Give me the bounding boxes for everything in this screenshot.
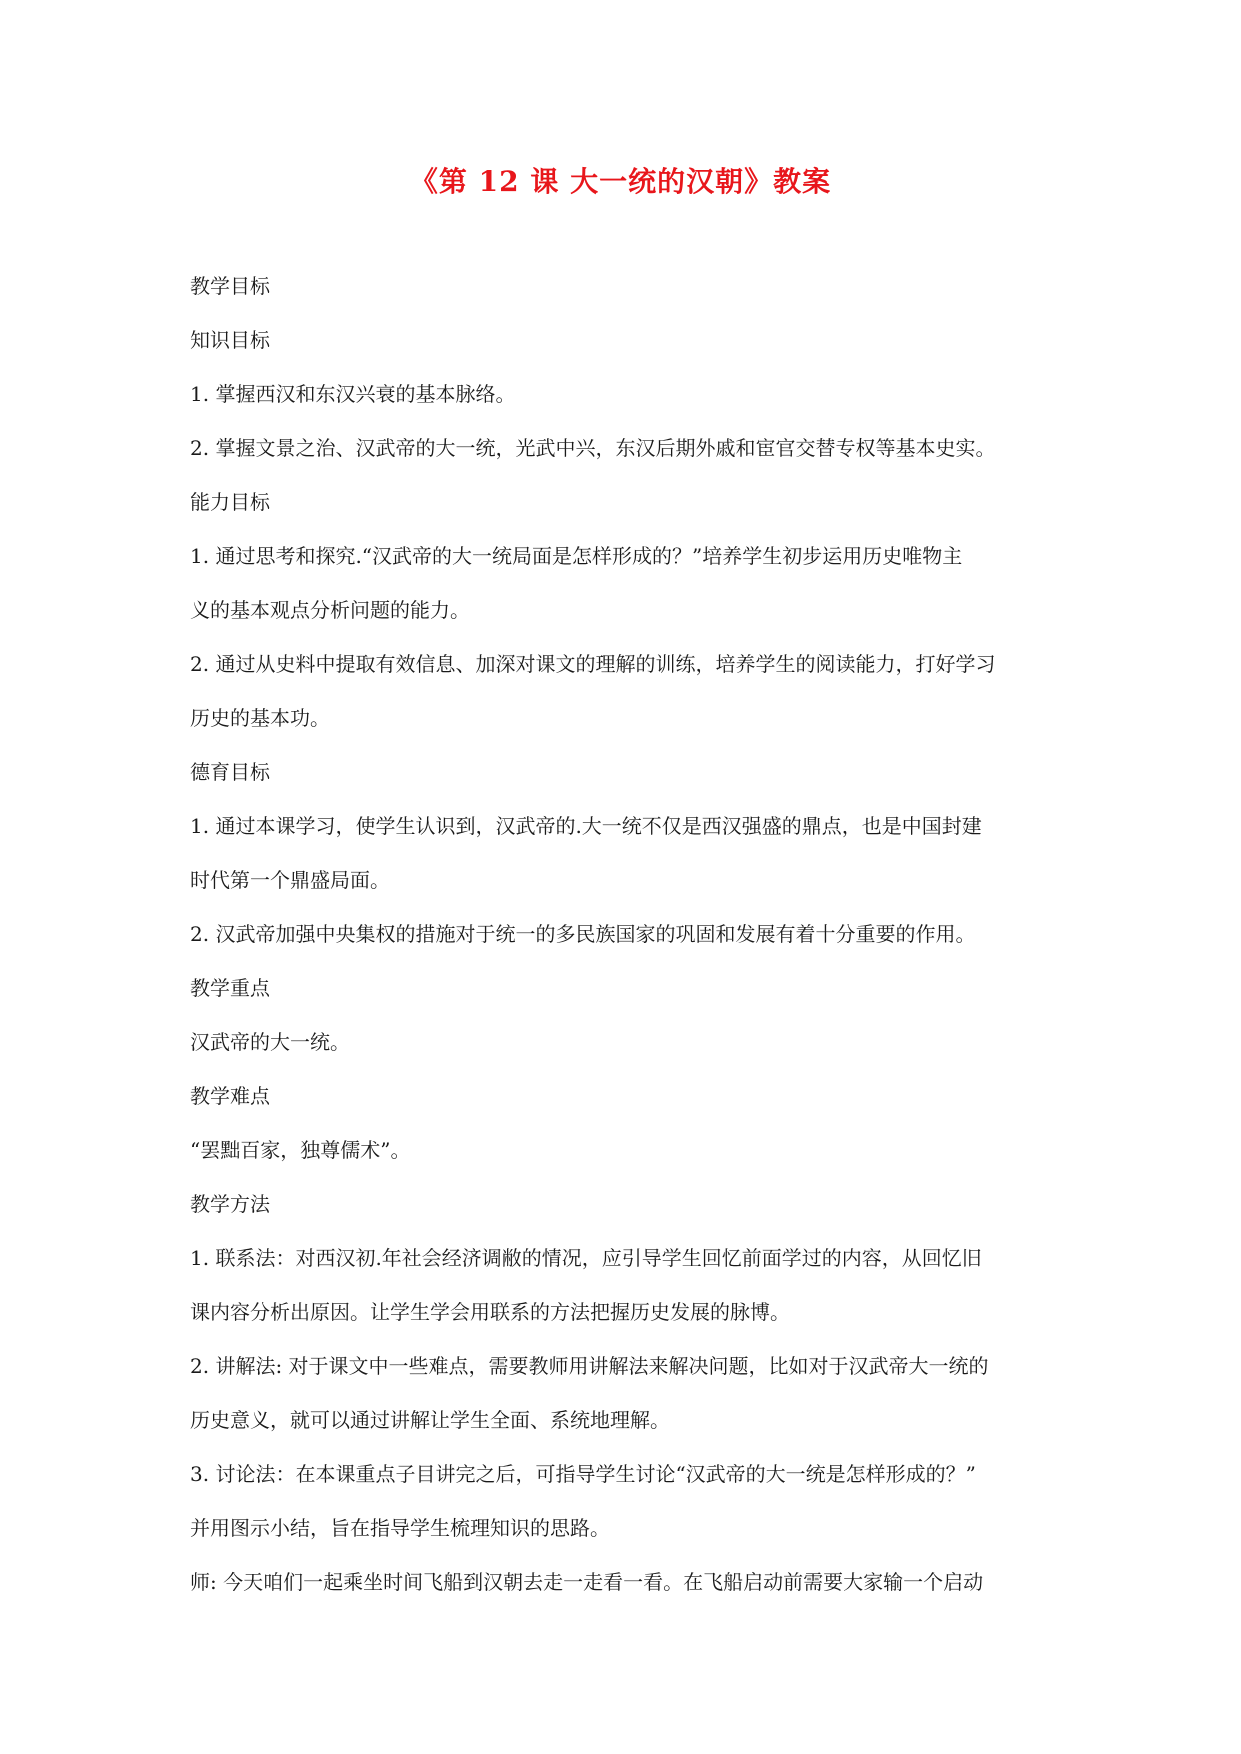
- paragraph-line: 并用图示小结，旨在指导学生梳理知识的思路。: [190, 1516, 610, 1540]
- paragraph-line: 3. 讨论法：在本课重点子目讲完之后，可指导学生讨论“汉武帝的大一统是怎样形成的？”: [190, 1462, 976, 1486]
- subsection-heading-ability-goals: 能力目标: [190, 490, 270, 514]
- paragraph-line: 师: 今天咱们一起乘坐时间飞船到汉朝去走一走看一看。在飞船启动前需要大家输一个启动: [190, 1570, 984, 1594]
- subsection-heading-knowledge-goals: 知识目标: [190, 328, 270, 352]
- section-heading-key-points: 教学重点: [190, 976, 270, 1000]
- paragraph-line: 1. 通过思考和探究.“汉武帝的大一统局面是怎样形成的？”培养学生初步运用历史唯物主: [190, 544, 963, 568]
- paragraph-line: 1. 通过本课学习，使学生认识到，汉武帝的.大一统不仅是西汉强盛的鼎点，也是中国封建: [190, 814, 982, 838]
- paragraph-line: 2. 掌握文景之治、汉武帝的大一统，光武中兴，东汉后期外戚和宦官交替专权等基本史实。: [190, 436, 996, 460]
- paragraph-line: 时代第一个鼎盛局面。: [190, 868, 390, 892]
- paragraph-line: 1. 掌握西汉和东汉兴衰的基本脉络。: [190, 382, 516, 406]
- paragraph-line: 义的基本观点分析问题的能力。: [190, 598, 470, 622]
- paragraph-line: 课内容分析出原因。让学生学会用联系的方法把握历史发展的脉博。: [190, 1300, 790, 1324]
- paragraph-line: 历史意义，就可以通过讲解让学生全面、系统地理解。: [190, 1408, 670, 1432]
- section-heading-difficult-points: 教学难点: [190, 1084, 270, 1108]
- document-title: 《第 12 课 大一统的汉朝》教案: [409, 165, 832, 198]
- document-body: [190, 259, 1060, 1609]
- section-heading-teaching-methods: 教学方法: [190, 1192, 270, 1216]
- subsection-heading-moral-goals: 德育目标: [190, 760, 270, 784]
- paragraph-line: 1. 联系法：对西汉初.年社会经济调敝的情况，应引导学生回忆前面学过的内容，从回忆旧: [190, 1246, 982, 1270]
- section-heading-teaching-goals: 教学目标: [190, 274, 270, 298]
- paragraph-line: “罢黜百家，独尊儒术”。: [190, 1138, 411, 1162]
- paragraph-line: 汉武帝的大一统。: [190, 1030, 350, 1054]
- paragraph-line: 2. 汉武帝加强中央集权的措施对于统一的多民族国家的巩固和发展有着十分重要的作用。: [190, 922, 976, 946]
- paragraph-line: 历史的基本功。: [190, 706, 330, 730]
- paragraph-line: 2. 讲解法: 对于课文中一些难点，需要教师用讲解法来解决问题，比如对于汉武帝大一统的: [190, 1354, 989, 1378]
- paragraph-line: 2. 通过从史料中提取有效信息、加深对课文的理解的训练，培养学生的阅读能力，打好学习: [190, 652, 996, 676]
